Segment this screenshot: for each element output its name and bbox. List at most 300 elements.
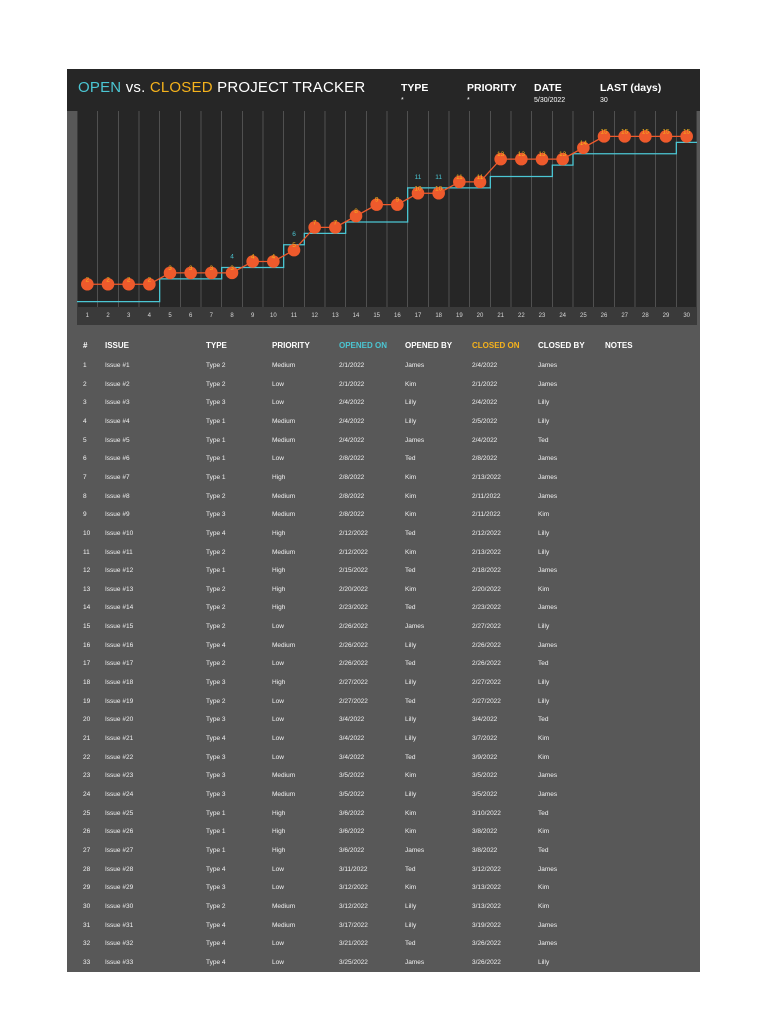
row-closed-on: 3/13/2022 — [472, 902, 501, 910]
closed-data-label: 15 — [683, 128, 691, 136]
row-type: Type 1 — [206, 473, 226, 481]
row-closed-by: Kim — [538, 735, 550, 742]
table-row[interactable] — [67, 637, 700, 655]
row-priority: Medium — [272, 492, 296, 500]
row-closed-on: 3/26/2022 — [472, 940, 501, 948]
row-priority: High — [272, 846, 286, 854]
row-type: Type 3 — [206, 399, 226, 407]
row-issue: Issue #13 — [105, 585, 134, 593]
row-closed-by: James — [538, 362, 558, 369]
row-closed-by: Lilly — [538, 958, 550, 966]
row-num: 7 — [83, 473, 87, 481]
row-issue: Issue #5 — [105, 436, 130, 444]
row-issue: Issue #19 — [105, 697, 134, 705]
row-closed-on: 2/13/2022 — [472, 473, 501, 481]
row-issue: Issue #6 — [105, 455, 130, 463]
row-closed-on: 3/10/2022 — [472, 809, 501, 817]
table-row[interactable] — [67, 413, 700, 431]
table-row[interactable] — [67, 525, 700, 543]
row-opened-on: 2/26/2022 — [339, 660, 368, 668]
row-closed-on: 2/4/2022 — [472, 362, 498, 369]
row-priority: Low — [272, 716, 284, 724]
row-opened-on: 3/4/2022 — [339, 716, 365, 724]
row-type: Type 2 — [206, 380, 226, 388]
row-num: 9 — [83, 511, 87, 519]
row-opened-on: 2/8/2022 — [339, 511, 365, 519]
row-type: Type 4 — [206, 529, 226, 537]
row-closed-on: 3/9/2022 — [472, 753, 498, 761]
row-closed-by: James — [538, 921, 558, 929]
row-closed-on: 2/18/2022 — [472, 567, 501, 575]
row-type: Type 2 — [206, 902, 226, 910]
row-priority: Low — [272, 697, 284, 705]
table-row[interactable] — [67, 618, 700, 636]
row-num: 2 — [83, 380, 87, 388]
open-closed-chart — [77, 111, 697, 325]
title-rest: PROJECT TRACKER — [217, 79, 366, 96]
row-type: Type 4 — [206, 865, 226, 873]
x-tick-label: 7 — [209, 313, 214, 319]
table-row[interactable] — [67, 655, 700, 673]
row-opened-on: 3/25/2022 — [339, 958, 368, 966]
table-row[interactable] — [67, 805, 700, 823]
row-priority: High — [272, 585, 286, 593]
row-opened-by: Lilly — [405, 716, 417, 724]
row-opened-on: 2/8/2022 — [339, 492, 365, 500]
row-issue: Issue #22 — [105, 753, 134, 761]
row-opened-on: 3/6/2022 — [339, 809, 365, 817]
row-closed-by: James — [538, 772, 558, 780]
x-tick-label: 20 — [476, 313, 484, 319]
row-num: 5 — [83, 436, 87, 444]
row-issue: Issue #30 — [105, 902, 134, 910]
row-priority: Medium — [272, 436, 296, 444]
table-row[interactable] — [67, 917, 700, 935]
row-priority: Low — [272, 660, 284, 668]
x-tick-label: 3 — [126, 313, 131, 319]
x-tick-label: 11 — [290, 313, 298, 319]
row-type: Type 4 — [206, 940, 226, 948]
row-issue: Issue #3 — [105, 399, 130, 407]
row-num: 29 — [83, 884, 91, 892]
row-priority: Low — [272, 623, 284, 631]
row-closed-on: 3/5/2022 — [472, 772, 498, 780]
row-priority: Low — [272, 399, 284, 407]
row-num: 27 — [83, 846, 91, 854]
row-priority: Low — [272, 940, 284, 948]
row-type: Type 3 — [206, 790, 226, 798]
row-num: 6 — [83, 455, 87, 463]
row-closed-by: James — [538, 380, 558, 388]
row-type: Type 3 — [206, 679, 226, 687]
row-opened-by: Lilly — [405, 417, 417, 425]
row-num: 8 — [83, 492, 87, 500]
row-closed-on: 3/13/2022 — [472, 884, 501, 892]
row-opened-by: Kim — [405, 548, 417, 556]
closed-data-label: 2 — [85, 276, 90, 284]
row-opened-by: Lilly — [405, 399, 417, 407]
tracker-header — [67, 69, 700, 111]
row-closed-on: 3/26/2022 — [472, 958, 501, 966]
table-row[interactable] — [67, 357, 700, 375]
row-closed-by: James — [538, 940, 558, 948]
tracker-sheet — [67, 69, 700, 972]
table-row[interactable] — [67, 506, 700, 524]
table-row[interactable] — [67, 581, 700, 599]
row-opened-by: Kim — [405, 473, 417, 481]
closed-data-label: 10 — [435, 185, 443, 193]
row-issue: Issue #2 — [105, 380, 130, 388]
closed-data-label: 10 — [414, 185, 422, 193]
row-opened-by: Lilly — [405, 641, 417, 649]
opened-data-label: 11 — [414, 173, 422, 181]
row-type: Type 2 — [206, 548, 226, 556]
x-tick-label: 24 — [559, 313, 567, 319]
row-closed-by: James — [538, 492, 558, 500]
table-row[interactable] — [67, 730, 700, 748]
row-num: 33 — [83, 958, 91, 966]
table-row[interactable] — [67, 879, 700, 897]
row-issue: Issue #7 — [105, 473, 130, 481]
closed-data-label: 3 — [168, 264, 172, 272]
row-opened-on: 3/12/2022 — [339, 884, 368, 892]
row-type: Type 3 — [206, 753, 226, 761]
x-tick-label: 2 — [106, 313, 110, 319]
row-closed-by: Lilly — [538, 399, 550, 407]
row-opened-on: 2/20/2022 — [339, 585, 368, 593]
header-type: TYPE — [206, 341, 227, 350]
table-row[interactable] — [67, 693, 700, 711]
row-type: Type 2 — [206, 604, 226, 612]
row-opened-on: 3/6/2022 — [339, 828, 365, 836]
x-tick-label: 25 — [579, 313, 587, 319]
closed-data-label: 9 — [374, 196, 379, 204]
x-tick-label: 29 — [662, 313, 670, 319]
priority-filter-label: PRIORITY — [467, 82, 517, 94]
x-tick-label: 12 — [311, 313, 319, 319]
row-issue: Issue #20 — [105, 716, 134, 724]
row-opened-on: 2/27/2022 — [339, 679, 368, 687]
row-type: Type 1 — [206, 828, 226, 836]
closed-data-label: 13 — [497, 151, 505, 159]
row-opened-by: Ted — [405, 660, 416, 668]
row-issue: Issue #17 — [105, 660, 134, 668]
table-row[interactable] — [67, 767, 700, 785]
table-row[interactable] — [67, 749, 700, 767]
row-opened-by: Ted — [405, 940, 416, 948]
row-closed-on: 2/20/2022 — [472, 585, 501, 593]
table-row[interactable] — [67, 599, 700, 617]
row-issue: Issue #15 — [105, 623, 134, 631]
row-closed-by: Lilly — [538, 548, 550, 556]
closed-data-label: 8 — [354, 208, 358, 215]
x-tick-label: 10 — [269, 313, 277, 319]
row-type: Type 2 — [206, 362, 226, 369]
row-type: Type 4 — [206, 958, 226, 966]
row-opened-on: 2/4/2022 — [339, 417, 365, 425]
closed-data-label: 15 — [621, 128, 629, 136]
row-type: Type 4 — [206, 735, 226, 742]
row-issue: Issue #31 — [105, 921, 134, 929]
row-priority: Low — [272, 865, 284, 873]
row-closed-on: 2/23/2022 — [472, 604, 501, 612]
x-tick-label: 30 — [683, 313, 691, 319]
row-num: 3 — [83, 399, 87, 407]
closed-data-label: 3 — [209, 264, 214, 272]
last-days-filter-value[interactable]: 30 — [600, 97, 608, 104]
row-num: 11 — [83, 548, 90, 556]
x-tick-label: 5 — [168, 313, 172, 319]
row-opened-on: 2/4/2022 — [339, 399, 365, 407]
page-title — [78, 79, 365, 96]
closed-data-label: 2 — [106, 276, 110, 284]
row-opened-by: Kim — [405, 772, 417, 780]
x-tick-label: 15 — [373, 313, 381, 319]
row-closed-on: 3/7/2022 — [472, 735, 498, 742]
row-issue: Issue #28 — [105, 865, 134, 873]
row-priority: High — [272, 604, 286, 612]
row-opened-on: 3/21/2022 — [339, 940, 368, 948]
row-closed-by: Kim — [538, 753, 550, 761]
row-type: Type 2 — [206, 492, 226, 500]
row-issue: Issue #4 — [105, 417, 130, 425]
row-priority: High — [272, 828, 286, 836]
row-closed-on: 3/8/2022 — [472, 846, 498, 854]
row-closed-by: Kim — [538, 884, 550, 892]
row-num: 12 — [83, 567, 91, 575]
row-issue: Issue #26 — [105, 828, 134, 836]
row-opened-on: 3/12/2022 — [339, 902, 368, 910]
header-opened-on: OPENED ON — [339, 341, 388, 350]
table-header-row — [67, 341, 700, 357]
opened-data-label: 4 — [230, 253, 234, 261]
row-opened-by: Ted — [405, 567, 416, 575]
row-priority: High — [272, 529, 286, 537]
row-closed-by: Ted — [538, 809, 549, 817]
row-opened-by: Ted — [405, 529, 416, 537]
row-type: Type 2 — [206, 585, 226, 593]
row-closed-by: James — [538, 865, 558, 873]
row-opened-by: Kim — [405, 585, 417, 593]
row-closed-on: 2/11/2022 — [472, 492, 501, 500]
row-opened-by: Kim — [405, 380, 417, 388]
row-opened-by: Lilly — [405, 921, 417, 929]
row-opened-on: 2/15/2022 — [339, 567, 368, 575]
table-row[interactable] — [67, 488, 700, 506]
row-opened-on: 2/27/2022 — [339, 697, 368, 705]
table-row[interactable] — [67, 674, 700, 692]
x-tick-label: 19 — [455, 313, 463, 319]
table-row[interactable] — [67, 823, 700, 841]
row-opened-by: Ted — [405, 697, 416, 705]
header-closed-by: CLOSED BY — [538, 341, 585, 350]
row-opened-by: Ted — [405, 604, 416, 612]
title-vs-word: vs. — [125, 79, 146, 96]
table-row[interactable] — [67, 450, 700, 468]
row-priority: High — [272, 567, 286, 575]
row-priority: Medium — [272, 362, 296, 369]
row-opened-on: 3/5/2022 — [339, 772, 365, 780]
row-type: Type 1 — [206, 809, 226, 817]
row-priority: Low — [272, 958, 284, 966]
row-closed-by: James — [538, 473, 558, 481]
row-closed-on: 2/11/2022 — [472, 511, 501, 519]
row-closed-on: 2/8/2022 — [472, 455, 498, 463]
row-opened-by: Kim — [405, 511, 417, 519]
row-num: 26 — [83, 828, 91, 836]
type-filter-label: TYPE — [401, 82, 429, 94]
row-closed-by: James — [538, 790, 558, 798]
row-num: 28 — [83, 865, 91, 873]
closed-data-label: 2 — [147, 276, 152, 284]
table-row[interactable] — [67, 861, 700, 879]
closed-data-label: 3 — [188, 264, 193, 272]
x-tick-label: 16 — [393, 313, 401, 319]
row-opened-on: 2/4/2022 — [339, 436, 365, 444]
header-closed-on: CLOSED ON — [472, 341, 520, 350]
closed-data-label: 13 — [517, 151, 525, 159]
row-type: Type 3 — [206, 884, 226, 892]
row-issue: Issue #24 — [105, 790, 134, 798]
row-opened-on: 3/6/2022 — [339, 846, 365, 854]
row-closed-on: 3/4/2022 — [472, 716, 498, 724]
row-closed-on: 2/4/2022 — [472, 399, 498, 407]
row-num: 16 — [83, 641, 91, 649]
row-issue: Issue #16 — [105, 641, 134, 649]
row-closed-by: James — [538, 567, 558, 575]
title-closed-word: CLOSED — [149, 79, 213, 96]
row-issue: Issue #21 — [105, 735, 134, 742]
table-row[interactable] — [67, 394, 700, 412]
table-row[interactable] — [67, 842, 700, 860]
row-priority: High — [272, 679, 286, 687]
header-issue: ISSUE — [105, 341, 130, 350]
date-filter-value[interactable]: 5/30/2022 — [534, 97, 566, 104]
row-closed-on: 3/5/2022 — [472, 790, 498, 798]
row-num: 22 — [83, 753, 91, 761]
table-row[interactable] — [67, 469, 700, 487]
row-closed-by: Ted — [538, 716, 549, 724]
type-filter-value[interactable]: * — [401, 97, 404, 104]
row-issue: Issue #25 — [105, 809, 134, 817]
row-priority: Medium — [272, 790, 296, 798]
row-priority: Low — [272, 884, 284, 892]
x-tick-label: 4 — [147, 313, 152, 319]
row-type: Type 4 — [206, 641, 226, 649]
row-closed-by: Lilly — [538, 697, 550, 705]
row-closed-by: Kim — [538, 902, 550, 910]
row-closed-by: James — [538, 604, 558, 612]
row-opened-on: 3/11/2022 — [339, 865, 368, 873]
row-num: 15 — [83, 623, 91, 631]
row-closed-on: 2/27/2022 — [472, 623, 501, 631]
row-closed-on: 2/26/2022 — [472, 660, 501, 668]
row-closed-by: Lilly — [538, 529, 550, 537]
x-tick-label: 14 — [352, 313, 360, 319]
table-row[interactable] — [67, 432, 700, 450]
row-priority: Medium — [272, 417, 296, 425]
row-type: Type 1 — [206, 567, 226, 575]
row-priority: High — [272, 809, 286, 817]
row-num: 30 — [83, 902, 91, 910]
row-opened-on: 2/12/2022 — [339, 529, 368, 537]
x-tick-label: 17 — [414, 313, 422, 319]
row-opened-by: James — [405, 362, 425, 369]
row-num: 21 — [83, 735, 91, 742]
row-closed-by: James — [538, 641, 558, 649]
table-row[interactable] — [67, 898, 700, 916]
row-issue: Issue #18 — [105, 679, 134, 687]
row-opened-on: 2/8/2022 — [339, 473, 365, 481]
row-issue: Issue #14 — [105, 604, 134, 612]
x-tick-label: 6 — [188, 313, 193, 319]
row-type: Type 2 — [206, 660, 226, 668]
row-opened-on: 2/23/2022 — [339, 604, 368, 612]
row-closed-on: 2/26/2022 — [472, 641, 501, 649]
opened-data-label: 11 — [435, 173, 443, 181]
header-notes: NOTES — [605, 341, 633, 350]
row-opened-on: 3/17/2022 — [339, 921, 368, 929]
row-opened-on: 3/5/2022 — [339, 790, 365, 798]
row-type: Type 3 — [206, 511, 226, 519]
row-issue: Issue #10 — [105, 529, 134, 537]
row-opened-by: Kim — [405, 884, 417, 892]
x-tick-label: 9 — [250, 313, 255, 319]
row-opened-on: 2/26/2022 — [339, 641, 368, 649]
row-issue: Issue #9 — [105, 511, 130, 519]
row-closed-by: Lilly — [538, 679, 550, 687]
table-row[interactable] — [67, 562, 700, 580]
row-closed-on: 3/12/2022 — [472, 865, 501, 873]
row-opened-by: Kim — [405, 492, 417, 500]
table-row[interactable] — [67, 954, 700, 972]
closed-data-label: 13 — [538, 151, 546, 159]
x-tick-label: 23 — [538, 313, 546, 319]
x-tick-label: 28 — [641, 313, 649, 319]
row-opened-by: Lilly — [405, 735, 417, 742]
x-tick-label: 13 — [331, 313, 339, 319]
row-closed-on: 2/12/2022 — [472, 529, 501, 537]
row-opened-by: Kim — [405, 828, 417, 836]
table-row[interactable] — [67, 786, 700, 804]
priority-filter-value[interactable]: * — [467, 97, 470, 104]
row-priority: Low — [272, 735, 284, 742]
row-closed-by: Kim — [538, 828, 550, 836]
header-priority: PRIORITY — [272, 341, 310, 350]
closed-data-label: 13 — [559, 151, 567, 159]
row-type: Type 4 — [206, 921, 226, 929]
row-opened-by: James — [405, 623, 425, 631]
table-row[interactable] — [67, 544, 700, 562]
row-opened-by: Lilly — [405, 679, 417, 687]
table-row[interactable] — [67, 935, 700, 953]
row-opened-by: Ted — [405, 753, 416, 761]
row-num: 19 — [83, 697, 91, 705]
closed-data-label: 9 — [395, 196, 400, 204]
row-opened-on: 2/8/2022 — [339, 455, 365, 463]
row-issue: Issue #8 — [105, 492, 130, 500]
x-tick-label: 1 — [85, 313, 90, 319]
row-priority: Medium — [272, 511, 296, 519]
table-row[interactable] — [67, 711, 700, 729]
table-row[interactable] — [67, 376, 700, 394]
last-days-filter-label: LAST (days) — [600, 82, 662, 94]
row-opened-on: 2/1/2022 — [339, 380, 365, 388]
date-filter-label: DATE — [534, 82, 562, 94]
row-num: 20 — [83, 716, 91, 724]
row-priority: Medium — [272, 921, 296, 929]
closed-data-label: 11 — [476, 173, 484, 181]
